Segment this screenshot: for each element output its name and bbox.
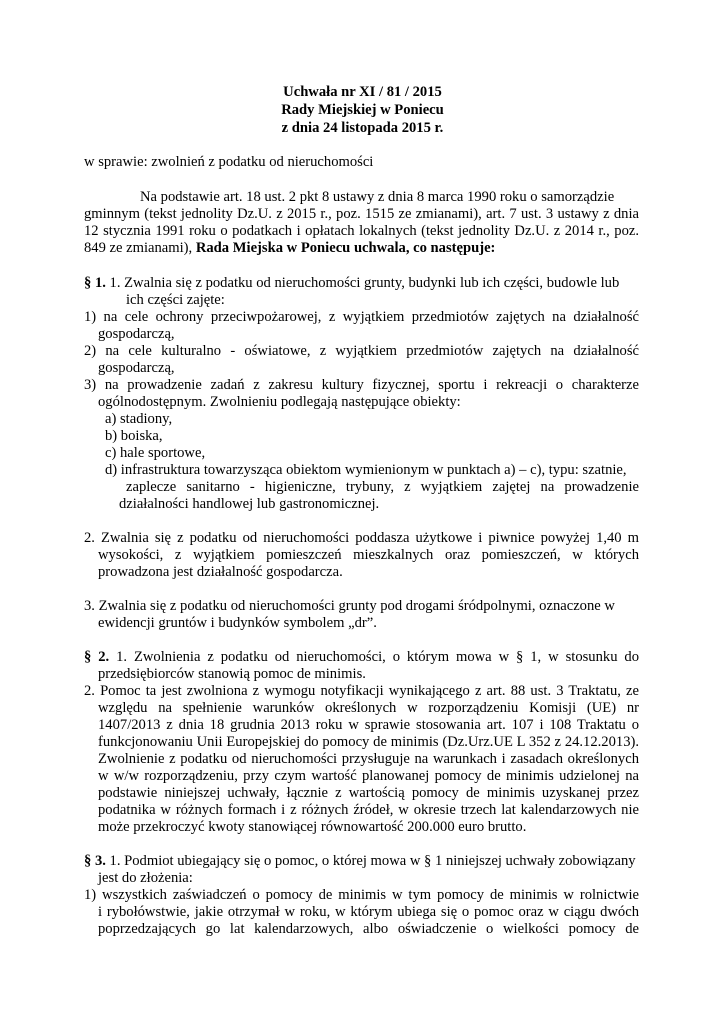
preamble-enactment: Rada Miejska w Poniecu uchwala, co następuje: bbox=[195, 240, 496, 256]
title-council: Rady Miejskiej w Poniecu bbox=[281, 102, 444, 118]
section-3-item-1-end: poprzedzających go lat kalendarzowych, albo oświadczenie o wielkości pomocy de bbox=[98, 921, 639, 937]
section-1-item-1-cont: gospodarczą, bbox=[98, 326, 175, 342]
section-1-para-3-cont: ewidencji gruntów i budynków symbolem „dr”. bbox=[98, 615, 377, 631]
section-1-subitem-d-end: działalności handlowej lub gastronomicznej. bbox=[119, 496, 380, 512]
section-1-item-2-cont: gospodarczą, bbox=[98, 360, 175, 376]
section-1-item-1: 1) na cele ochrony przeciwpożarowej, z wyjątkiem przedmiotów zajętych na działalność bbox=[84, 309, 639, 325]
section-2-para-2-line-f: w w/w rozporządzeniu, przy czym wartość planowanej pomocy de minimis udzielonej na bbox=[98, 768, 639, 784]
preamble-line-2: gminnym (tekst jednolity Dz.U. z 2015 r., poz. 1515 ze zmianami), art. 7 ust. 3 ustawy z dnia bbox=[84, 206, 639, 222]
section-2-para-2-line-c: 1407/2013 z dnia 18 grudnia 2013 roku w sprawie stosowania art. 107 i 108 Traktatu o bbox=[98, 717, 639, 733]
title-date: z dnia 24 listopada 2015 r. bbox=[281, 120, 444, 136]
section-1-subitem-c: c) hale sportowe, bbox=[105, 445, 206, 461]
section-2-para-1: § 2. 1. Zwolnienia z podatku od nieruchomości, o którym mowa w § 1, w stosunku do bbox=[84, 649, 640, 665]
section-1-para-1: § 1. 1. Zwalnia się z podatku od nieruchomości grunty, budynki lub ich części, budowle lub bbox=[84, 275, 620, 291]
section-3-para-1: § 3. 1. Podmiot ubiegający się o pomoc, o której mowa w § 1 niniejszej uchwały zobowiązany bbox=[84, 853, 636, 869]
section-1-item-3-cont: ogólnodostępnym. Zwolnieniu podlegają następujące obiekty: bbox=[98, 394, 461, 410]
section-2-para-2-line-b: względu na spełnienie warunków określonych w rozporządzeniu Komisji (UE) nr bbox=[98, 700, 639, 716]
section-3-para-1-cont: jest do złożenia: bbox=[98, 870, 193, 886]
subject-line: w sprawie: zwolnień z podatku od nieruchomości bbox=[84, 154, 374, 170]
section-1-subitem-a: a) stadiony, bbox=[105, 411, 173, 427]
section-1-mark: § 1. bbox=[84, 275, 106, 291]
section-1-subitem-d: d) infrastruktura towarzysząca obiektom wymienionym w punktach a) – c), typu: szatnie, bbox=[105, 462, 627, 478]
section-2-para-2-line-d: funkcjonowaniu Unii Europejskiej do pomocy de minimis (Dz.Urz.UE L 352 z 24.12.2013). bbox=[98, 734, 639, 750]
section-2-para-2-line-h: podatnika w różnych formach i z różnych źródeł, w okresie trzech lat kalendarzowych nie bbox=[98, 802, 639, 818]
section-1-para-3: 3. Zwalnia się z podatku od nieruchomości grunty pod drogami śródpolnymi, oznaczone w bbox=[84, 598, 615, 614]
section-2-para-2-line-g: podstawie niniejszej uchwały, łącznie z wartością pomocy de minimis uzyskanej przez bbox=[98, 785, 639, 801]
title-resolution-number: Uchwała nr XI / 81 / 2015 bbox=[283, 84, 442, 100]
section-2-para-2-end: może przekroczyć kwoty stanowiącej równowartość 200.000 euro brutto. bbox=[98, 819, 527, 835]
section-3-item-1: 1) wszystkich zaświadczeń o pomocy de minimis w tym pomocy de minimis w rolnictwie bbox=[84, 887, 639, 903]
preamble-line-3: 12 stycznia 1991 roku o podatkach i opłatach lokalnych (tekst jednolity Dz.U. z 2014 r., poz. bbox=[84, 223, 639, 239]
preamble-citation: 849 ze zmianami), bbox=[84, 240, 196, 256]
section-1-item-2: 2) na cele kulturalno - oświatowe, z wyjątkiem przedmiotów zajętych na działalność bbox=[84, 343, 639, 359]
preamble-line-4 bbox=[84, 240, 495, 258]
section-2-mark: § 2. bbox=[84, 649, 110, 665]
section-1-para-2-end: prowadzona jest działalność gospodarcza. bbox=[98, 564, 343, 580]
section-2-para-2-line-e: Zwolnienie z podatku od nieruchomości przysługuje na warunkach i zasadach określonych bbox=[98, 751, 639, 767]
section-1-subitem-b: b) boiska, bbox=[105, 428, 163, 444]
section-1-para-1-cont: ich części zajęte: bbox=[126, 292, 225, 308]
preamble-line-1: Na podstawie art. 18 ust. 2 pkt 8 ustawy z dnia 8 marca 1990 roku o samorządzie bbox=[140, 189, 615, 205]
section-1-item-3: 3) na prowadzenie zadań z zakresu kultury fizycznej, sportu i rekreacji o charakterze bbox=[84, 377, 639, 393]
section-3-mark: § 3. bbox=[84, 853, 106, 869]
section-1-para-2-cont: wysokości, z wyjątkiem pomieszczeń mieszkalnych oraz pomieszczeń, w których bbox=[98, 547, 639, 563]
section-1-subitem-d-cont: zaplecze sanitarno - higieniczne, trybuny, z wyjątkiem zajętej na prowadzenie bbox=[126, 479, 639, 495]
section-2-para-2: 2. Pomoc ta jest zwolniona z wymogu notyfikacji wynikającego z art. 88 ust. 3 Traktatu, ze bbox=[84, 683, 639, 699]
section-2-para-1-cont: przedsiębiorców stanowią pomoc de minimis. bbox=[98, 666, 366, 682]
section-3-item-1-cont: i rybołówstwie, jakie otrzymał w roku, w którym ubiega się o pomoc oraz w ciągu dwóch bbox=[98, 904, 639, 920]
section-1-para-2: 2. Zwalnia się z podatku od nieruchomości poddasza użytkowe i piwnice powyżej 1,40 m bbox=[84, 530, 639, 546]
